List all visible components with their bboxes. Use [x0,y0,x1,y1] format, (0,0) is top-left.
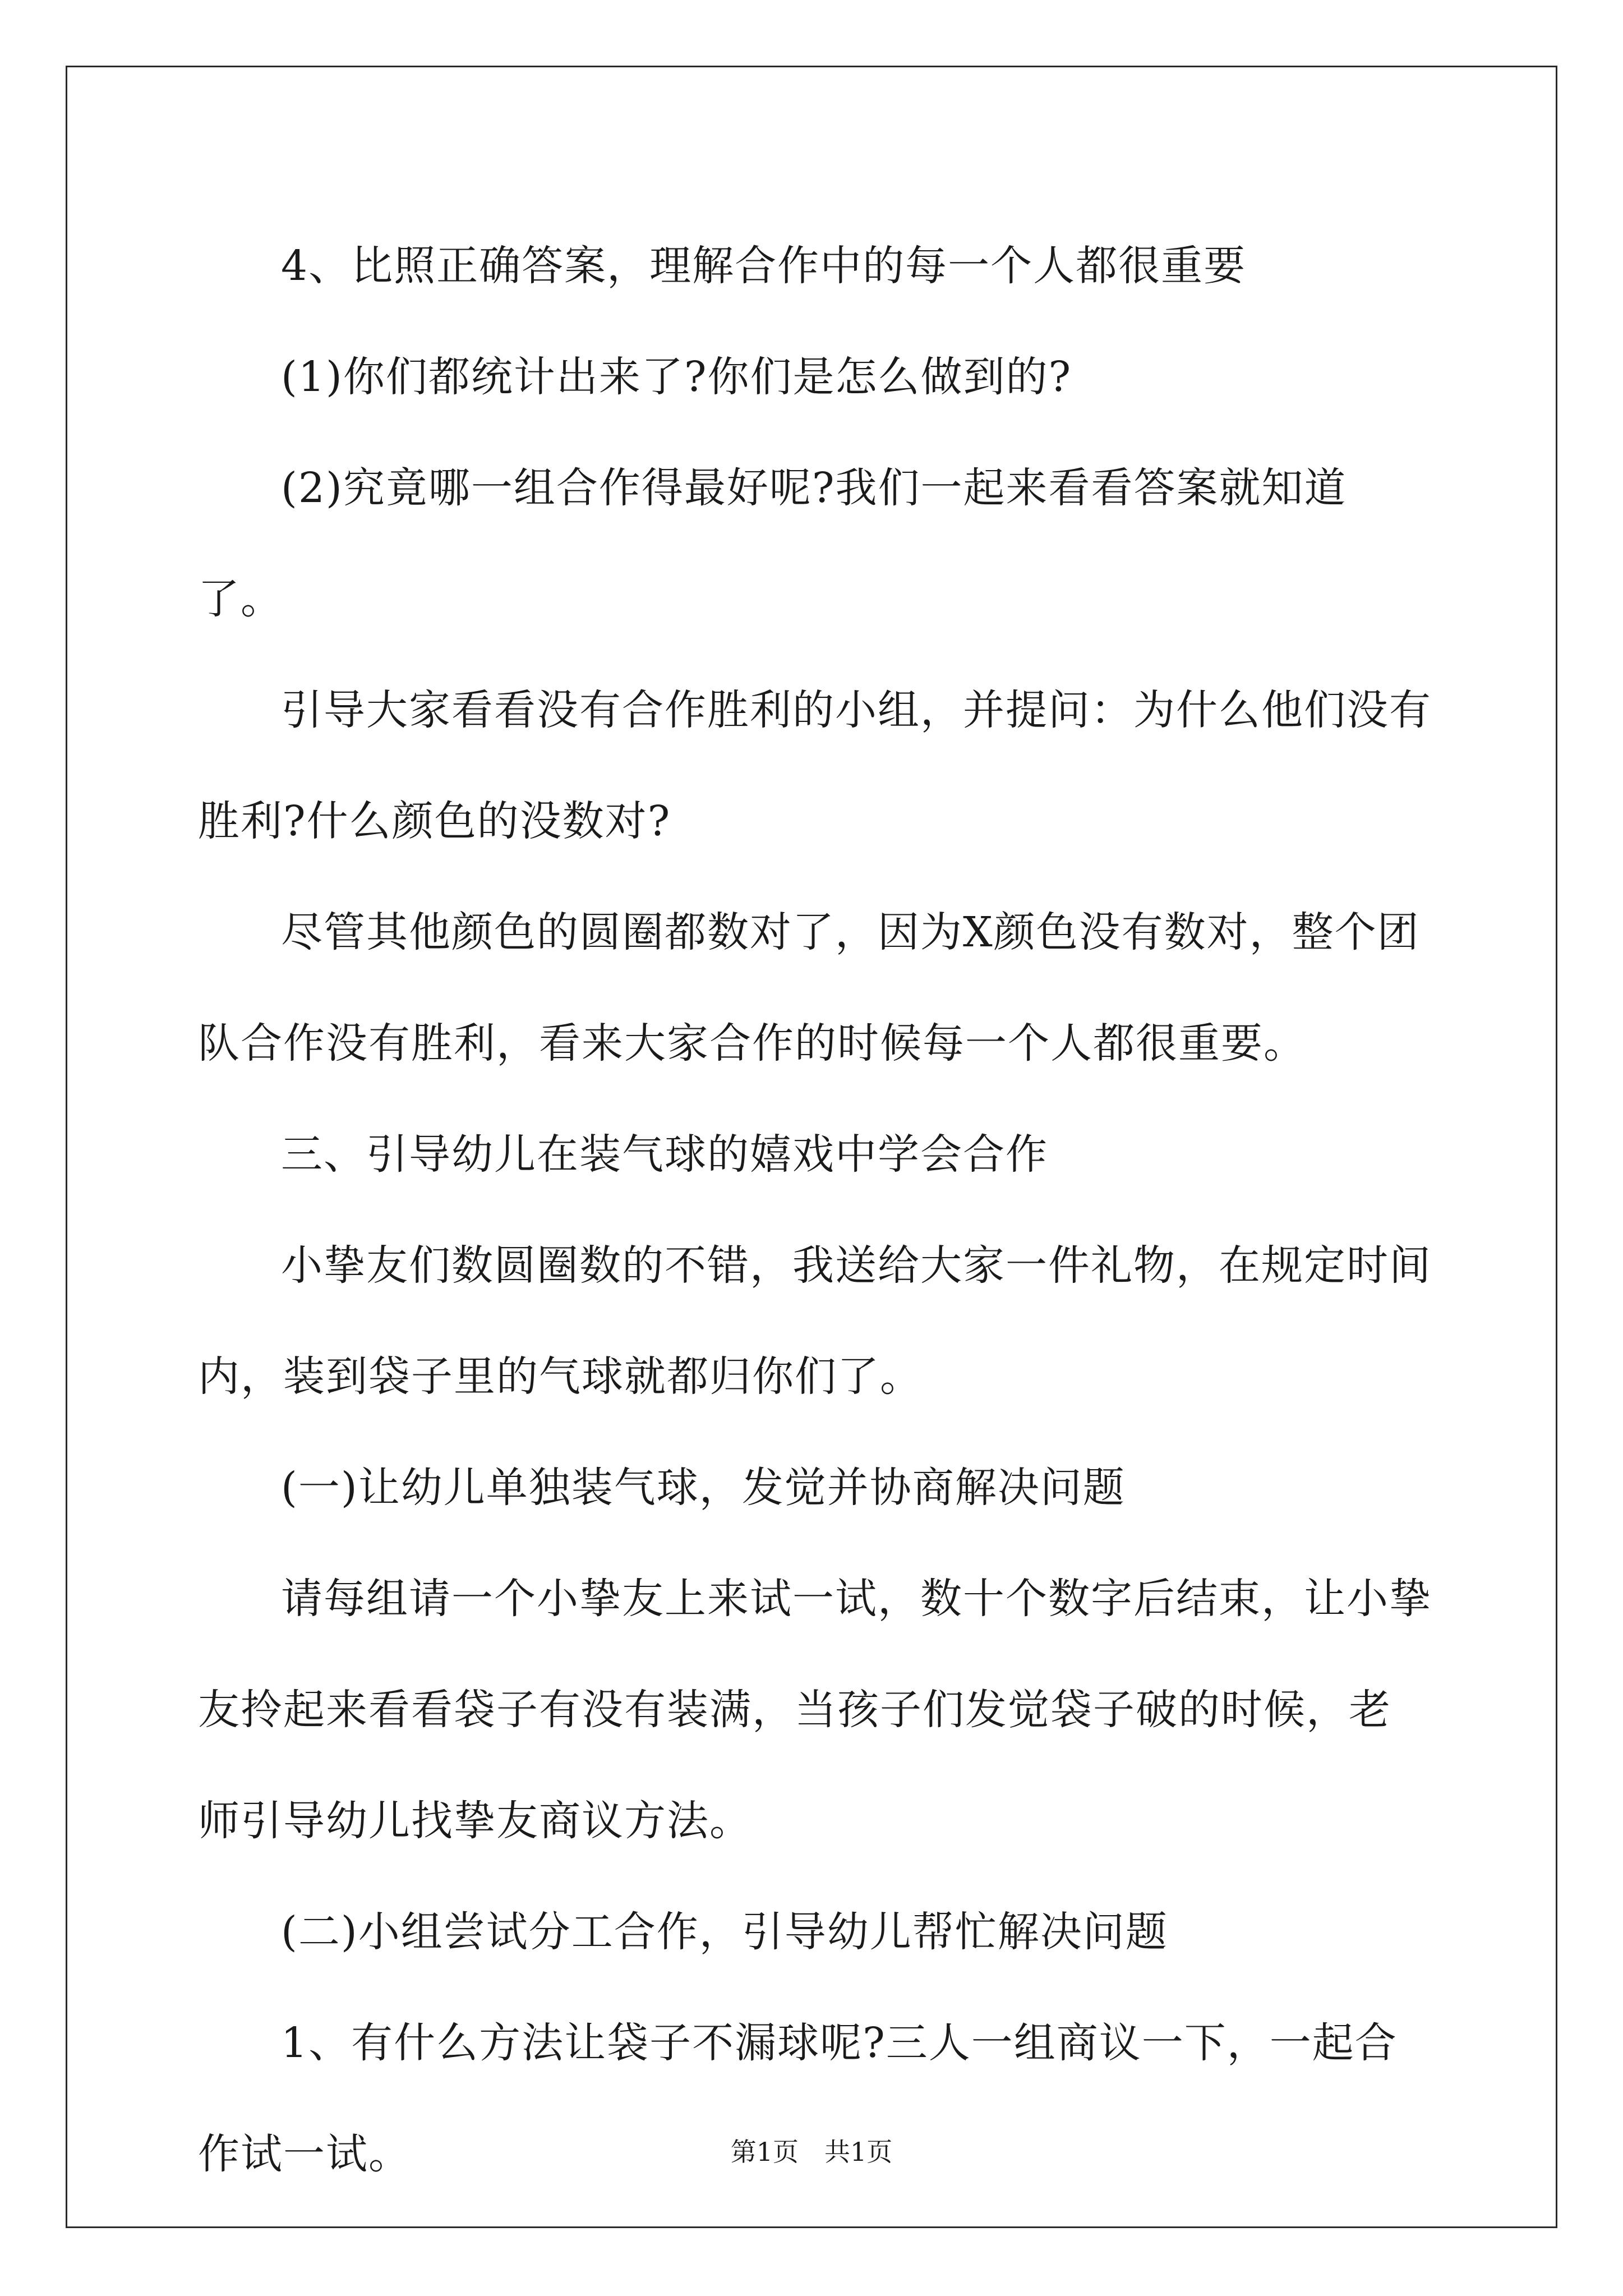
paragraph-question-1: (1)你们都统计出来了?你们是怎么做到的? [281,353,1072,401]
section-heading-three: 三、引导幼儿在装气球的嬉戏中学会合作 [281,1130,1048,1179]
page-number-current: 第1页 [730,2137,799,2167]
subheading-two: (二)小组尝试分工合作，引导幼儿帮忙解决问题 [281,1908,1168,1956]
paragraph-step-4: 4、比照正确答案，理解合作中的每一个人都很重要 [281,242,1247,290]
document-body [198,210,1432,2210]
page-number-total: 共1页 [824,2137,893,2167]
paragraph-question-2: (2)究竟哪一组合作得最好呢?我们一起来看看答案就知道了。 [198,464,1347,623]
paragraph-group-method: 1、有什么方法让袋子不漏球呢?三人一组商议一下，一起合作试一试。 [198,2019,1398,2178]
paragraph-guide-question: 引导大家看看没有合作胜利的小组，并提问：为什么他们没有胜利?什么颜色的没数对? [198,686,1432,845]
paragraph-solo-attempt: 请每组请一个小挚友上来试一试，数十个数字后结束，让小挚友拎起来看看袋子有没有装满，当孩子们发觉袋子破的时候，老师引导幼儿找挚友商议方法。 [198,1575,1432,1845]
page-footer [0,2135,1623,2169]
paragraph-gift-intro: 小挚友们数圆圈数的不错，我送给大家一件礼物，在规定时间内，装到袋子里的气球就都归你们了。 [198,1241,1432,1401]
subheading-one: (一)让幼儿单独装气球，发觉并协商解决问题 [281,1464,1126,1512]
paragraph-teamwork-conclusion: 尽管其他颜色的圆圈都数对了，因为X颜色没有数对，整个团队合作没有胜利，看来大家合作的时候每一个人都很重要。 [198,908,1420,1068]
